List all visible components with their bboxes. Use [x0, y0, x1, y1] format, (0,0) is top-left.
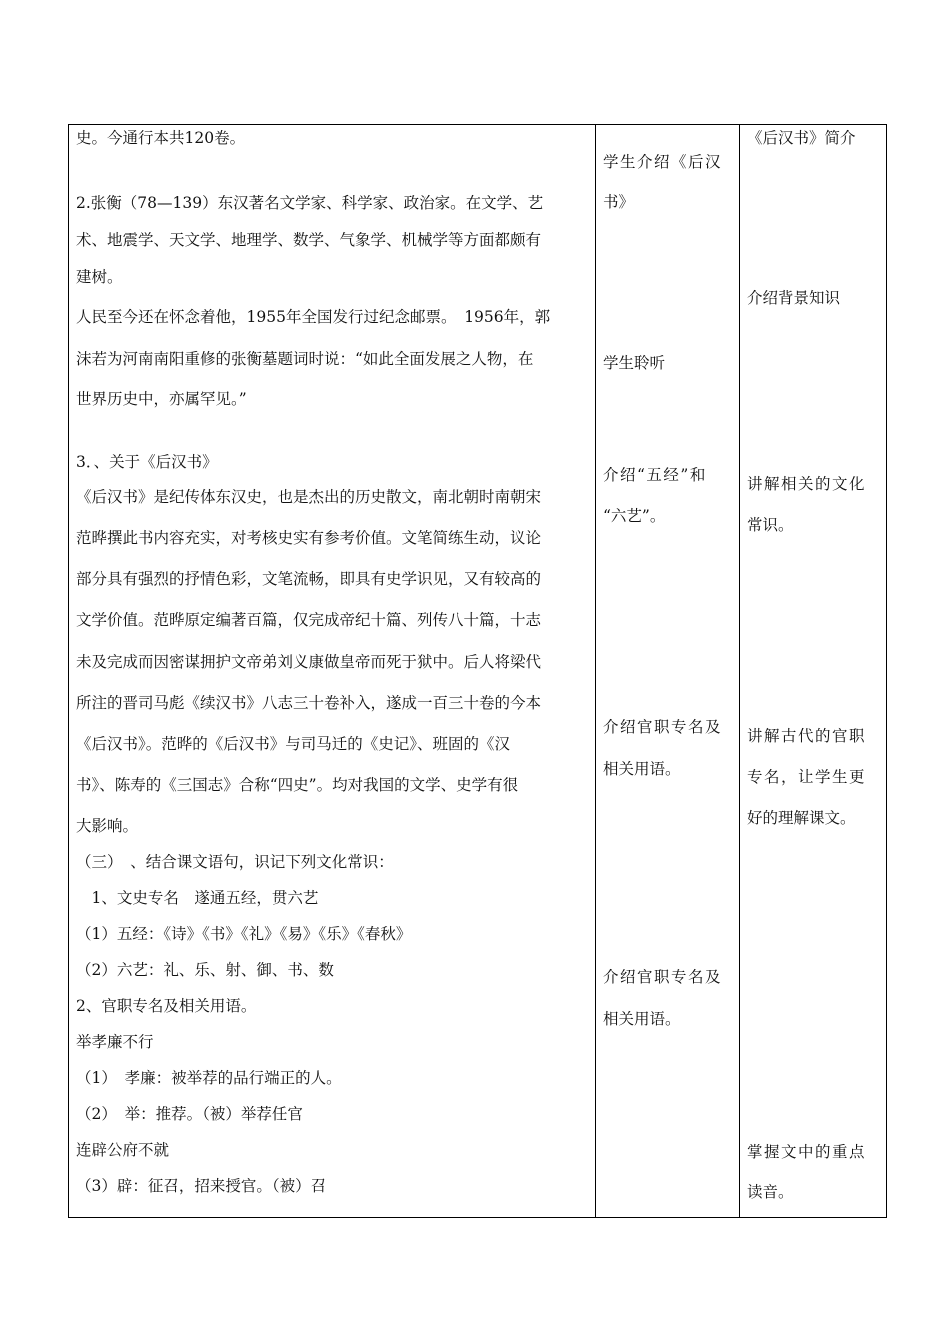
text-line: （1） 孝廉：被举荐的品行端正的人。	[76, 1069, 342, 1087]
text-line: 世界历史中，亦属罕见。”	[76, 390, 247, 408]
activity-line: 学生介绍《后汉	[603, 153, 723, 171]
section-heading: 3．、关于《后汉书》	[76, 453, 218, 471]
intent-line: 《后汉书》简介	[747, 129, 856, 147]
text-line: 术、地震学、天文学、地理学、数学、气象学、机械学等方面都颇有	[76, 231, 542, 249]
text-line: 建树。	[76, 268, 123, 286]
text-line: 史。今通行本共120卷。	[76, 129, 246, 147]
activity-line: 介绍“五经”和	[603, 466, 707, 484]
text-line: 《后汉书》是纪传体东汉史，也是杰出的历史散文，南北朝时南朝宋	[76, 488, 542, 506]
activity-line: 书》	[603, 193, 635, 211]
column-divider	[595, 125, 596, 1217]
intent-line: 掌握文中的重点	[747, 1143, 867, 1161]
activity-line: 介绍官职专名及	[603, 718, 723, 736]
intent-line: 讲解古代的官职	[747, 727, 867, 745]
text-line: 1、文史专名 遂通五经，贯六艺	[76, 889, 319, 907]
text-line: 文学价值。范晔原定编著百篇，仅完成帝纪十篇、列传八十篇，十志	[76, 611, 542, 629]
text-line: （1）五经：《诗》《书》《礼》《易》《乐》《春秋》	[76, 925, 412, 943]
text-line: 大影响。	[76, 817, 139, 835]
text-line: （3）辟：征召，招来授官。（被）召	[76, 1177, 327, 1195]
activity-line: 相关用语。	[603, 1010, 681, 1028]
intent-line: 专名，让学生更	[747, 768, 867, 786]
activity-line: 相关用语。	[603, 760, 681, 778]
text-line: （2）六艺：礼、乐、射、御、书、数	[76, 961, 334, 979]
text-line: 人民至今还在怀念着他，1955年全国发行过纪念邮票。 1956年，郭	[76, 308, 551, 326]
intent-line: 好的理解课文。	[747, 809, 856, 827]
text-line: 《后汉书》。范晔的《后汉书》与司马迁的《史记》、班固的《汉	[76, 735, 511, 753]
intent-line: 讲解相关的文化	[747, 475, 867, 493]
text-line: 连辟公府不就	[76, 1141, 170, 1159]
activity-line: 学生聆听	[603, 354, 666, 372]
activity-line: “六艺”。	[603, 507, 666, 525]
activity-line: 介绍官职专名及	[603, 968, 723, 986]
text-line: 未及完成而因密谋拥护文帝弟刘义康做皇帝而死于狱中。后人将梁代	[76, 653, 542, 671]
intent-line: 常识。	[747, 516, 794, 534]
section-heading: （三） 、结合课文语句，识记下列文化常识：	[76, 853, 394, 871]
intent-line: 读音。	[747, 1183, 794, 1201]
column-divider	[739, 125, 740, 1217]
text-line: 2、官职专名及相关用语。	[76, 997, 257, 1015]
intent-line: 介绍背景知识	[747, 289, 841, 307]
text-line: 部分具有强烈的抒情色彩，文笔流畅，即具有史学识见，又有较高的	[76, 570, 542, 588]
text-line: 沫若为河南南阳重修的张衡墓题词时说：“如此全面发展之人物，在	[76, 350, 534, 368]
text-line: 书》、陈寿的《三国志》合称“四史”。均对我国的文学、史学有很	[76, 776, 519, 794]
text-line: 范晔撰此书内容充实，对考核史实有参考价值。文笔简练生动，议论	[76, 529, 542, 547]
text-line: 2.张衡（78—139）东汉著名文学家、科学家、政治家。在文学、艺	[76, 194, 544, 212]
text-line: 所注的晋司马彪《续汉书》八志三十卷补入，遂成一百三十卷的今本	[76, 694, 542, 712]
text-line: 举孝廉不行	[76, 1033, 154, 1051]
text-line: （2） 举：推荐。（被）举荐任官	[76, 1105, 303, 1123]
